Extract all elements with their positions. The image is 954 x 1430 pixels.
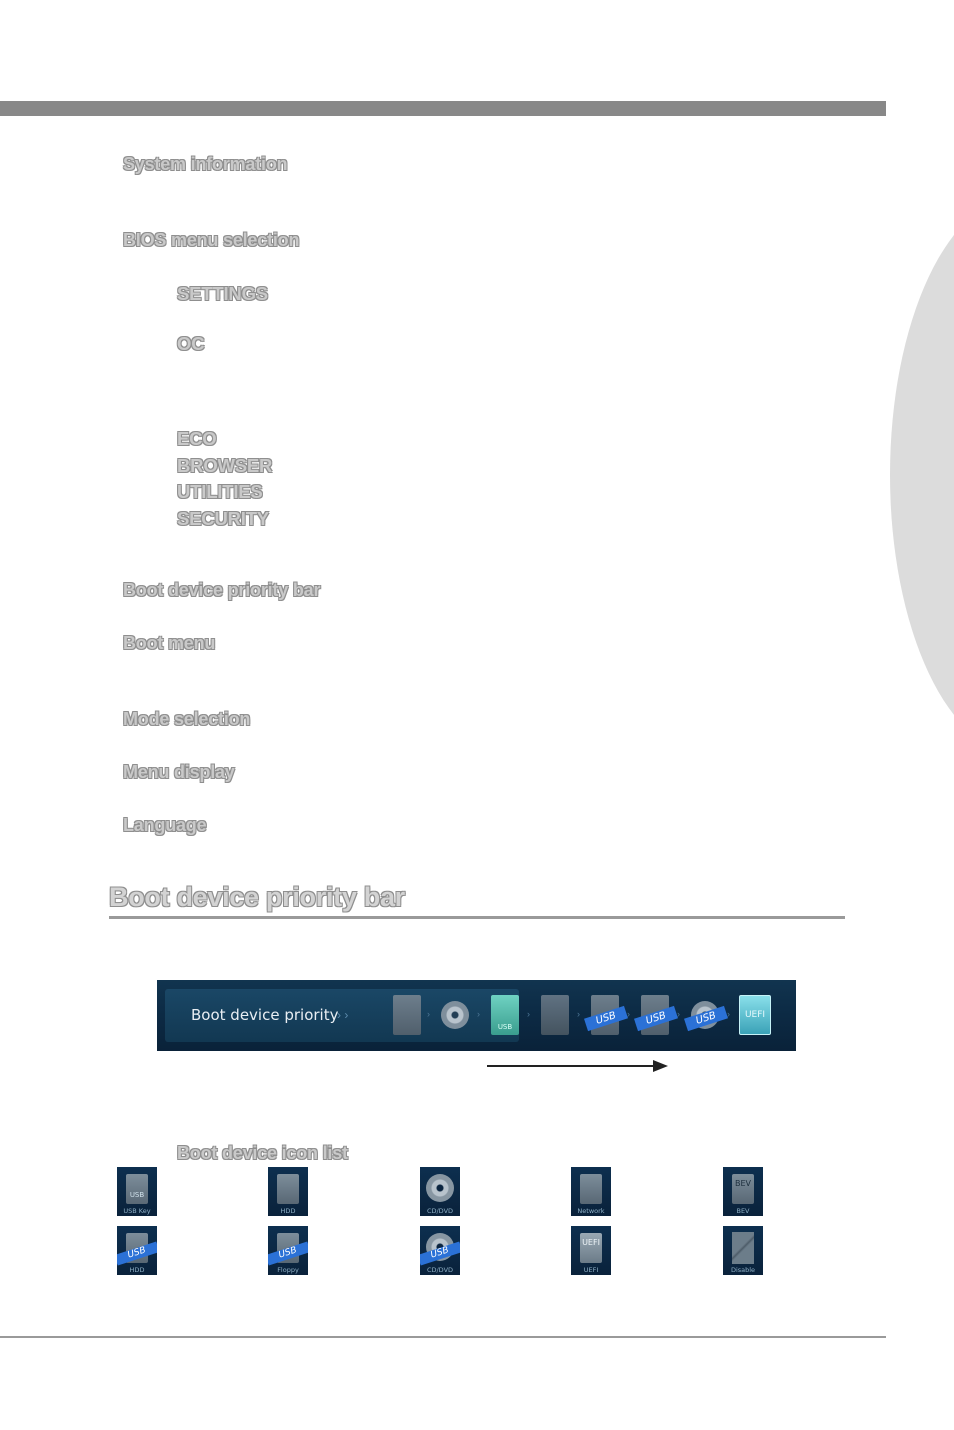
chevron-right-icon: › xyxy=(727,1009,730,1019)
utilities-label: UTILITIES xyxy=(177,481,263,502)
bottom-rule xyxy=(0,1336,886,1338)
usb-key-glyph-text: USB xyxy=(129,1191,145,1199)
language-heading: Language xyxy=(123,815,207,835)
icon-list-title: Boot device icon list xyxy=(177,1143,348,1163)
disable-list-icon xyxy=(723,1226,763,1275)
eco-label: ECO xyxy=(177,428,217,449)
usb-key-list-icon xyxy=(117,1167,157,1216)
network-caption: Network xyxy=(577,1207,605,1215)
boot-priority-label: Boot device priority xyxy=(191,1006,339,1024)
section-title: Boot device priority bar xyxy=(109,882,405,912)
uefi-text: UEFI xyxy=(744,1010,766,1020)
bios-menu-selection-heading: BIOS menu selection xyxy=(123,230,300,250)
usb-key-text: USB xyxy=(497,1023,513,1031)
boot-menu-heading: Boot menu xyxy=(123,633,216,653)
uefi-icon[interactable] xyxy=(739,995,771,1035)
usb-ribbon: USB xyxy=(584,1006,628,1031)
network-icon[interactable] xyxy=(541,995,569,1035)
usb-hdd-icon[interactable] xyxy=(591,995,619,1035)
chevron-right-icon: › xyxy=(477,1009,480,1019)
usb-floppy-icon[interactable] xyxy=(641,995,669,1035)
boot-device-priority-bar-heading: Boot device priority bar xyxy=(123,580,321,600)
menu-display-heading: Menu display xyxy=(123,762,235,782)
usb-ribbon: USB xyxy=(420,1241,460,1265)
usb-cd-dvd-list-icon xyxy=(420,1226,460,1275)
hdd-caption: HDD xyxy=(280,1207,296,1215)
usb-ribbon: USB xyxy=(634,1006,678,1031)
chevron-right-icon: › xyxy=(527,1009,530,1019)
network-list-icon xyxy=(571,1167,611,1216)
usb-ribbon: USB xyxy=(268,1241,308,1265)
cd-dvd-icon[interactable] xyxy=(441,995,469,1035)
usb-key-caption: USB Key xyxy=(123,1207,151,1215)
uefi-glyph-text: UEFI xyxy=(582,1238,600,1247)
usb-floppy-list-icon xyxy=(268,1226,308,1275)
usb-ribbon: USB xyxy=(684,1006,728,1031)
uefi-caption: UEFI xyxy=(583,1266,599,1274)
top-rule xyxy=(0,101,886,116)
hdd-icon[interactable] xyxy=(393,995,421,1035)
bev-list-icon xyxy=(723,1167,763,1216)
settings-label: SETTINGS xyxy=(177,283,268,304)
section-rule xyxy=(109,916,845,919)
double-chevron-icon: › › xyxy=(337,1008,349,1022)
cd-dvd-list-icon xyxy=(420,1167,460,1216)
hdd-list-icon xyxy=(268,1167,308,1216)
arrow-right-icon xyxy=(653,1060,668,1072)
boot-priority-bar xyxy=(157,980,796,1051)
side-tab xyxy=(890,195,954,755)
usb-hdd-list-icon xyxy=(117,1226,157,1275)
oc-label: OC xyxy=(177,333,205,354)
uefi-list-icon xyxy=(571,1226,611,1275)
chevron-right-icon: › xyxy=(577,1009,580,1019)
usb-ribbon: USB xyxy=(117,1241,157,1265)
system-information-heading: System information xyxy=(123,154,288,174)
security-label: SECURITY xyxy=(177,508,269,529)
cd-dvd-caption: CD/DVD xyxy=(426,1207,454,1215)
chevron-right-icon: › xyxy=(427,1009,430,1019)
chevron-right-icon: › xyxy=(677,1009,680,1019)
bev-caption: BEV xyxy=(736,1207,750,1215)
disable-caption: Disable xyxy=(730,1266,756,1274)
chevron-right-icon: › xyxy=(627,1009,630,1019)
usb-floppy-caption: Floppy xyxy=(277,1266,299,1274)
usb-cd-dvd-caption: CD/DVD xyxy=(426,1266,454,1274)
priority-arrow-line xyxy=(487,1065,655,1067)
usb-cd-dvd-icon[interactable] xyxy=(691,995,719,1035)
usb-hdd-caption: HDD xyxy=(129,1266,145,1274)
bev-glyph-text: BEV xyxy=(734,1179,751,1188)
usb-key-icon[interactable] xyxy=(491,995,519,1035)
browser-label: BROWSER xyxy=(177,455,273,476)
mode-selection-heading: Mode selection xyxy=(123,709,251,729)
